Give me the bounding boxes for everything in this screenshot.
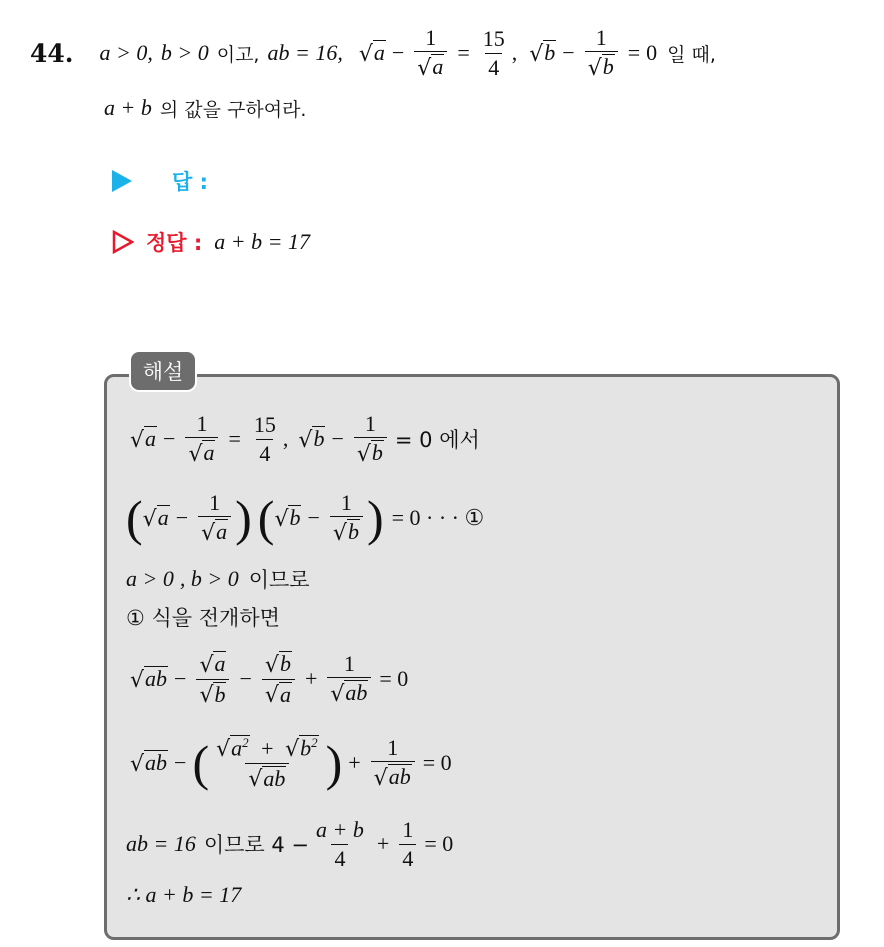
question-instruction: 의 값을 구하여라. — [159, 98, 307, 121]
exp-line-5: √ ab − √ a √ b − √ b √ a + 1 √ ab = 0 — [130, 651, 409, 708]
explanation-tag: 해설 — [129, 350, 197, 392]
question-line-1: 44. a > 0, b > 0 이고, ab = 16, √ a − 1 √ a = $\frac{15}{4}$ , √ b − 1 √ b = 0 일 때, — [30, 25, 716, 81]
word-when: 일 때, — [667, 43, 716, 66]
correct-label: 정답 : — [146, 231, 203, 255]
answer-row — [112, 166, 208, 196]
exp-line-7: ab = 16 이므로 4 − $\frac{a + b}{4}$ + $\frac{1}{4}$ = 0 — [126, 817, 454, 871]
exp-line-6: √ ab − ( √ $a^2$ + √ $b^2$ √ ab ) + 1 √ ab = 0 — [130, 735, 452, 792]
exp-line-1-suffix: = 0 에서 — [394, 428, 480, 452]
exp-line-2: ( √ a − 1 √ a ) ( √ b − 1 √ b ) = 0 · · · ① — [126, 490, 485, 546]
answer-label: 답 : — [172, 170, 208, 194]
fraction-15-over-4: $\frac{15}{4}$ — [482, 26, 505, 80]
ab-equation: ab = 16, — [267, 40, 343, 65]
exp-line-3: a > 0 , b > 0 이므로 — [126, 566, 310, 592]
play-triangle-icon — [112, 170, 132, 192]
fraction-1-over-sqrt-b: 1 √ b — [585, 26, 618, 79]
sqrt-a: √ a — [358, 40, 385, 67]
sqrt-b: √ b — [529, 40, 556, 67]
cond-a: a > 0, — [99, 40, 153, 65]
word-and: 이고, — [216, 43, 260, 66]
fraction-1-over-sqrt-a: 1 √ a — [414, 26, 447, 79]
question-line-2 — [104, 90, 306, 126]
exp-line-4: ① 식을 전개하면 — [126, 606, 280, 630]
exp-conclusion: ∴ a + b = 17 — [126, 882, 242, 907]
exp-line-1: √ a − 1 √ a = $\frac{15}{4}$ , √ b − 1 √ b = 0 에서 — [130, 411, 480, 467]
outline-triangle-icon — [112, 230, 134, 254]
correct-answer-row — [112, 226, 310, 258]
exp-line-2-tail: = 0 · · · ① — [391, 505, 485, 530]
cond-b: b > 0 — [160, 40, 209, 65]
a-plus-b: a + b — [104, 95, 152, 120]
minus-sign: − — [391, 40, 405, 65]
correct-value: a + b = 17 — [214, 229, 310, 254]
equals-sign: = — [457, 40, 470, 65]
question-number: 44. — [30, 38, 74, 68]
